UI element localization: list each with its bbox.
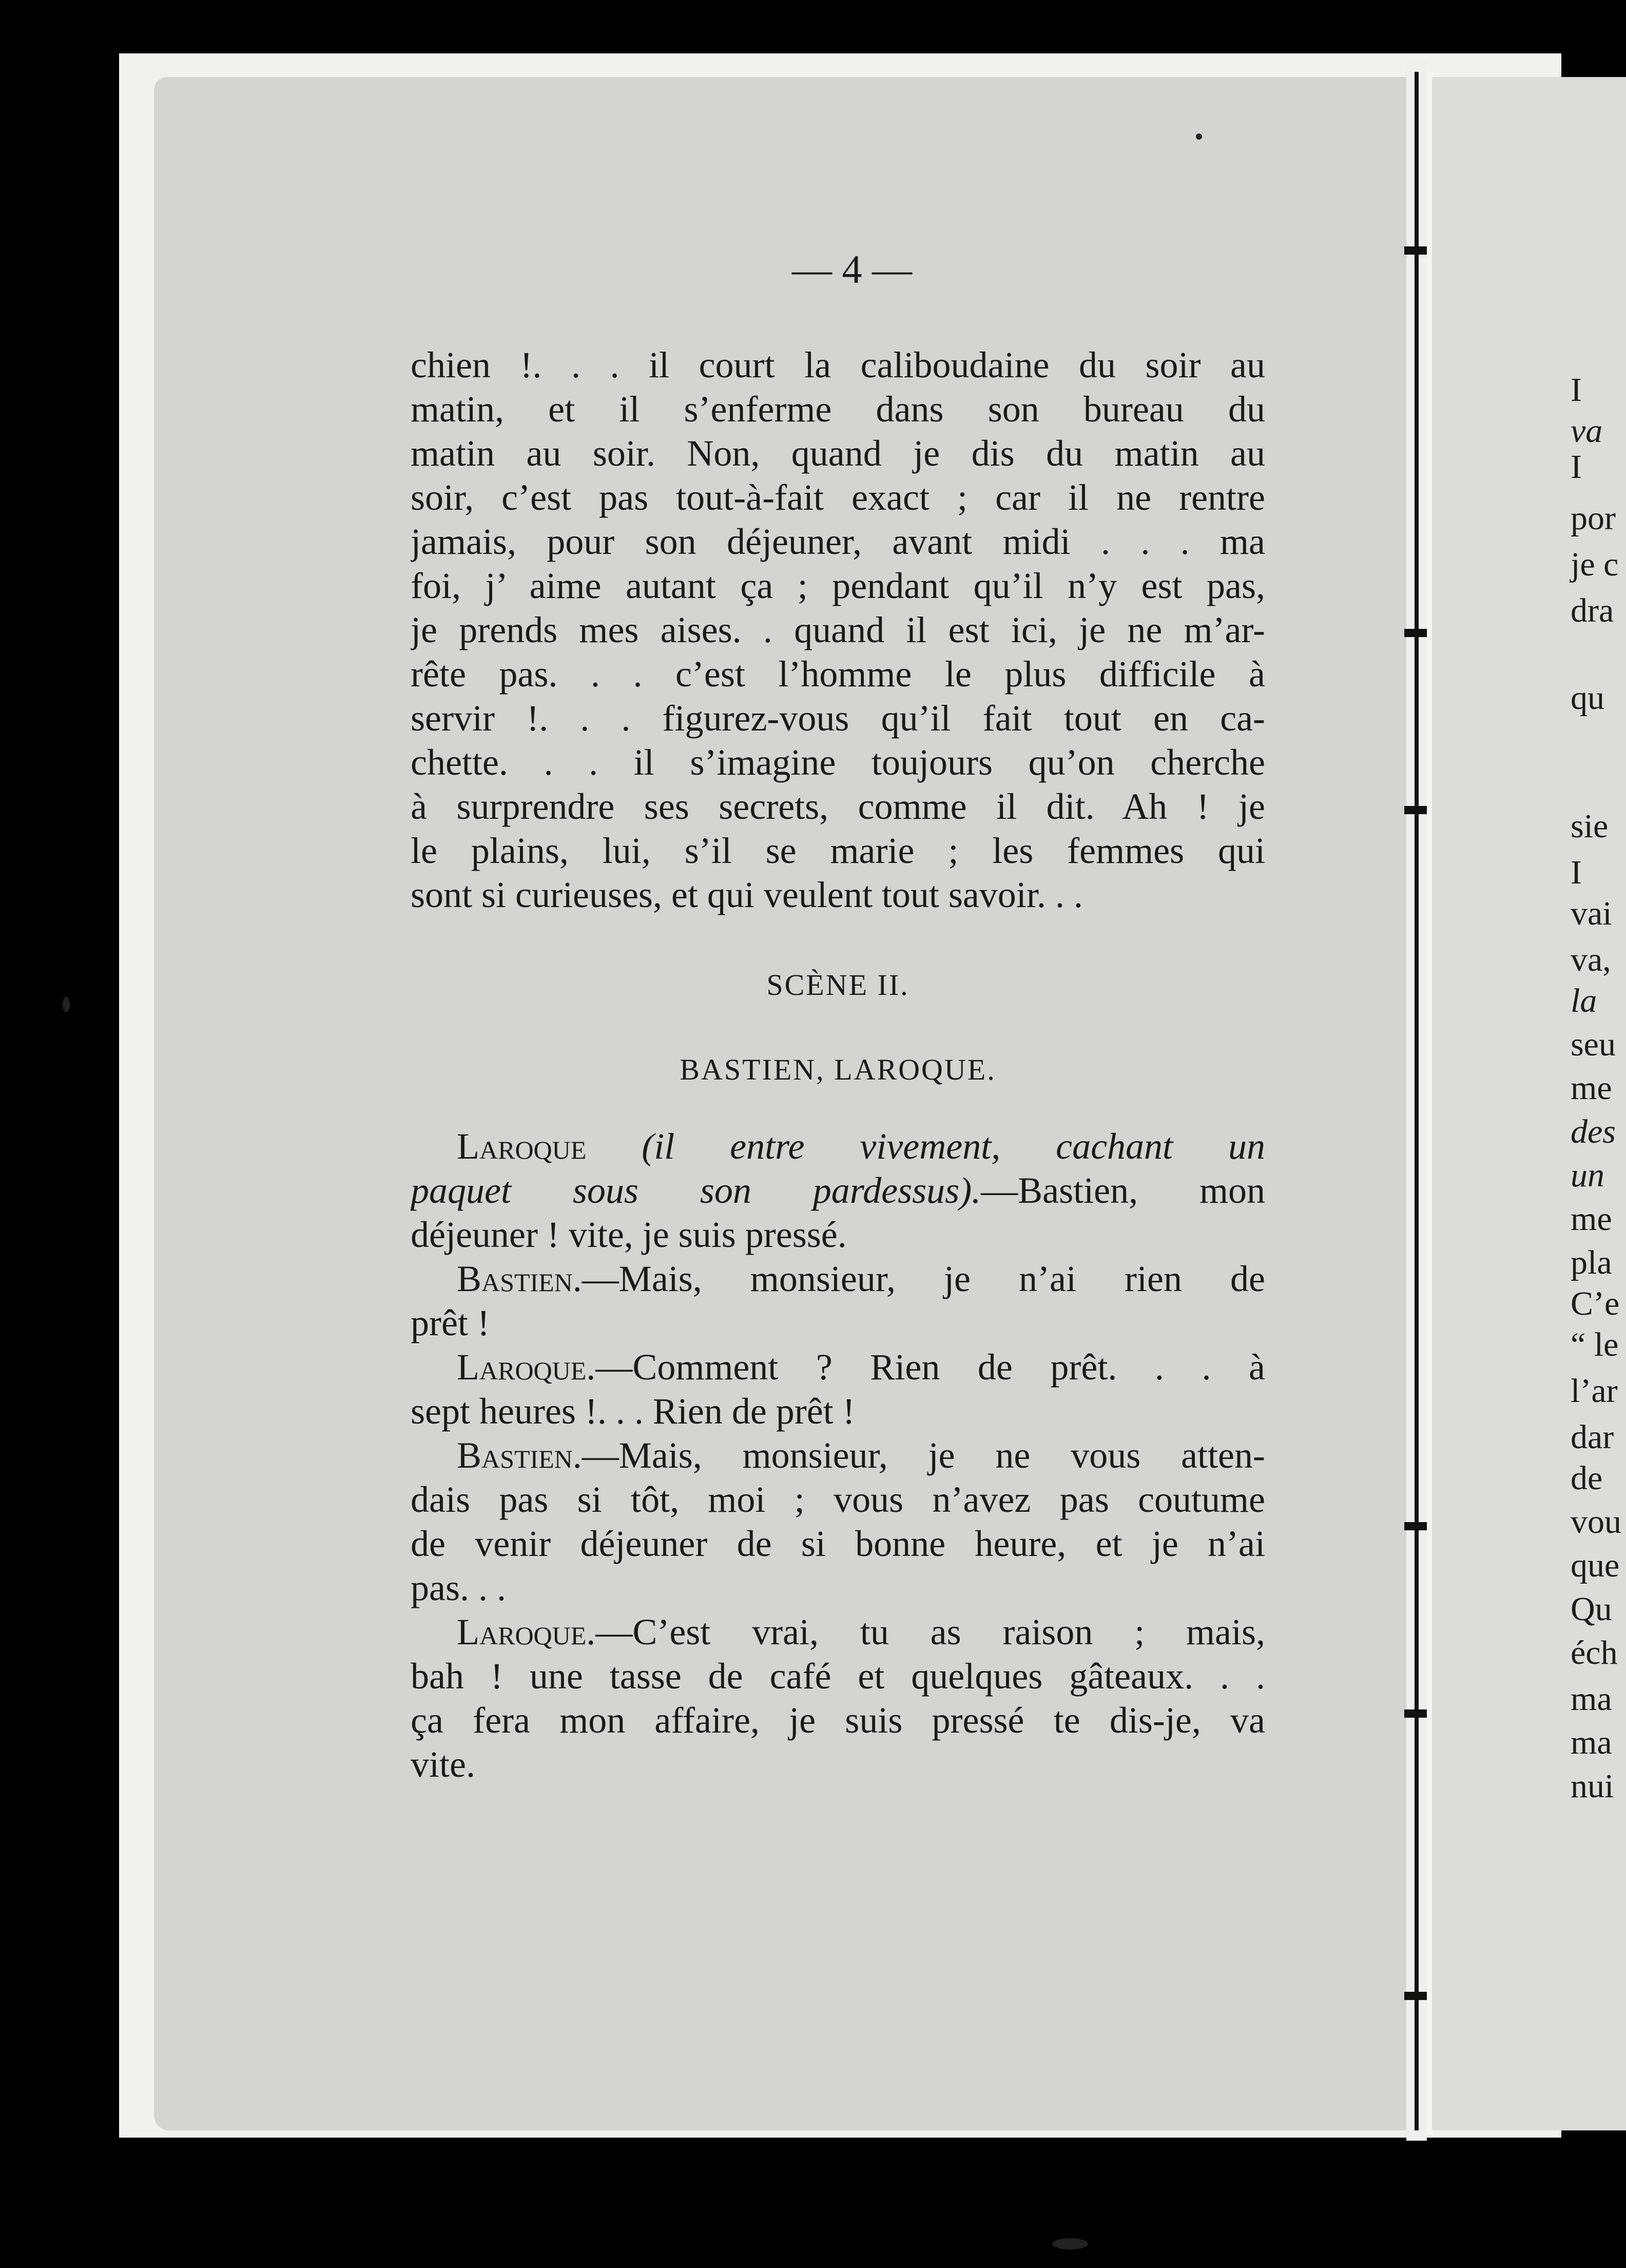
right-page-fragment: I [1571, 854, 1582, 891]
paragraph-line: à surprendre ses secrets, comme il dit. Ah ! je [411, 786, 1265, 827]
dialogue-line [411, 1257, 1265, 1301]
spoken-text: —Mais, monsieur, je ne vous atten- [582, 1435, 1265, 1476]
binding-stitch [1404, 1709, 1427, 1718]
right-page-fragment: nui [1571, 1767, 1614, 1805]
right-page-fragment: la [1571, 982, 1597, 1020]
dialogue-line: sept heures !. . . Rien de prêt ! [411, 1391, 855, 1432]
right-page-fragment: des [1571, 1113, 1616, 1150]
speaker-name: Bastien. [457, 1435, 582, 1476]
right-page-fragment: va, [1571, 941, 1611, 978]
paragraph-line: sont si curieuses, et qui veulent tout savoir. . . [411, 874, 1083, 915]
right-page-fragment: me [1571, 1200, 1612, 1238]
right-page-fragment: pla [1571, 1244, 1612, 1281]
right-page-fragment: dar [1571, 1418, 1614, 1456]
dialogue-line: déjeuner ! vite, je suis pressé. [411, 1214, 847, 1255]
paragraph-line: servir !. . . figurez-vous qu’il fait tout en ca- [411, 698, 1265, 739]
paragraph-line: je prends mes aises. . quand il est ici, je ne m’ar- [411, 609, 1265, 650]
paragraph-line: matin, et il s’enferme dans son bureau du [411, 389, 1265, 430]
dialogue-line [411, 1610, 1265, 1654]
paragraph-line: foi, j’ aime autant ça ; pendant qu’il n’y est pas, [411, 565, 1265, 606]
right-page-fragment: que [1571, 1547, 1620, 1584]
dialogue-line: pas. . . [411, 1567, 506, 1608]
binding-stitch [1404, 806, 1427, 814]
spoken-text: —Bastien, mon [981, 1170, 1265, 1211]
paragraph-line: rête pas. . . c’est l’homme le plus difficile à [411, 654, 1265, 695]
stage-direction: (il entre vivement, cachant un [642, 1126, 1265, 1167]
right-page-fragment: seu [1571, 1026, 1616, 1063]
dialogue-line [411, 1433, 1265, 1477]
right-page-fragment: me [1571, 1069, 1612, 1107]
right-page-fragment: sie [1571, 808, 1609, 845]
dialogue-line: dais pas si tôt, moi ; vous n’avez pas coutume [411, 1479, 1265, 1520]
right-page-fragment: ma [1571, 1680, 1612, 1718]
right-page-fragment: dra [1571, 592, 1614, 629]
stage-direction: paquet sous son pardessus). [411, 1170, 981, 1211]
page-number: — 4 — [792, 247, 912, 292]
right-page-fragment: por [1571, 499, 1616, 537]
dialogue-line: de venir déjeuner de si bonne heure, et je n’ai [411, 1523, 1265, 1564]
spoken-text: —Mais, monsieur, je n’ai rien de [582, 1258, 1265, 1299]
right-page-fragment: l’ar [1571, 1372, 1618, 1410]
right-page-fragment: de [1571, 1459, 1603, 1497]
scene-title: SCÈNE II. [766, 968, 909, 1002]
paragraph-line: matin au soir. Non, quand je dis du matin au [411, 433, 1265, 474]
binding-stitch [1404, 1522, 1427, 1530]
dialogue-line [411, 1345, 1265, 1389]
right-page-fragment: éch [1571, 1634, 1618, 1671]
right-page-fragment: “ le [1571, 1326, 1619, 1363]
speaker-name: Bastien. [457, 1258, 582, 1299]
dialogue-line [411, 1168, 1265, 1213]
speaker-name: Laroque. [457, 1611, 596, 1652]
right-page-fragment: ma [1571, 1724, 1612, 1761]
paragraph-line: soir, c’est pas tout-à-fait exact ; car il ne rentre [411, 477, 1265, 518]
right-page-fragment: vou [1571, 1503, 1621, 1541]
spoken-text: —C’est vrai, tu as raison ; mais, [595, 1611, 1265, 1652]
binding-stitch [1404, 629, 1427, 637]
paragraph-line: jamais, pour son déjeuner, avant midi . . . ma [411, 521, 1265, 562]
binding-thread [1415, 72, 1419, 2130]
right-page-fragment: vai [1571, 895, 1612, 932]
dialogue-line: bah ! une tasse de café et quelques gâteaux. . . [411, 1656, 1265, 1697]
speaker-name: Laroque [457, 1126, 587, 1167]
dialogue-line [411, 1124, 1265, 1168]
right-page-fragment: va [1571, 412, 1603, 450]
scan-speck [1052, 2238, 1088, 2250]
scan-speck [1196, 133, 1202, 140]
speaker-name: Laroque. [457, 1347, 596, 1388]
spoken-text: —Comment ? Rien de prêt. . . à [595, 1347, 1265, 1388]
scene-characters: BASTIEN, LAROQUE. [680, 1053, 996, 1086]
dialogue-line: ça fera mon affaire, je suis pressé te dis-je, va [411, 1700, 1265, 1741]
scan-speck [63, 997, 70, 1012]
right-page-fragment: je c [1571, 546, 1619, 583]
dialogue-line: prêt ! [411, 1302, 490, 1343]
right-page-fragment: qu [1571, 679, 1604, 717]
paragraph-line: le plains, lui, s’il se marie ; les femmes qui [411, 830, 1265, 871]
binding-stitch [1404, 1992, 1427, 2000]
right-page-fragment: C’e [1571, 1285, 1620, 1322]
paragraph-line: chien !. . . il court la caliboudaine du soir au [411, 344, 1265, 386]
paragraph-line: chette. . . il s’imagine toujours qu’on cherche [411, 742, 1265, 783]
dialogue-line: vite. [411, 1744, 475, 1785]
right-page-fragment: I [1571, 371, 1582, 409]
right-page-fragment: I [1571, 448, 1582, 486]
binding-stitch [1404, 246, 1427, 255]
right-page-fragment: Qu [1571, 1590, 1612, 1628]
right-page-fragment: un [1571, 1157, 1604, 1194]
